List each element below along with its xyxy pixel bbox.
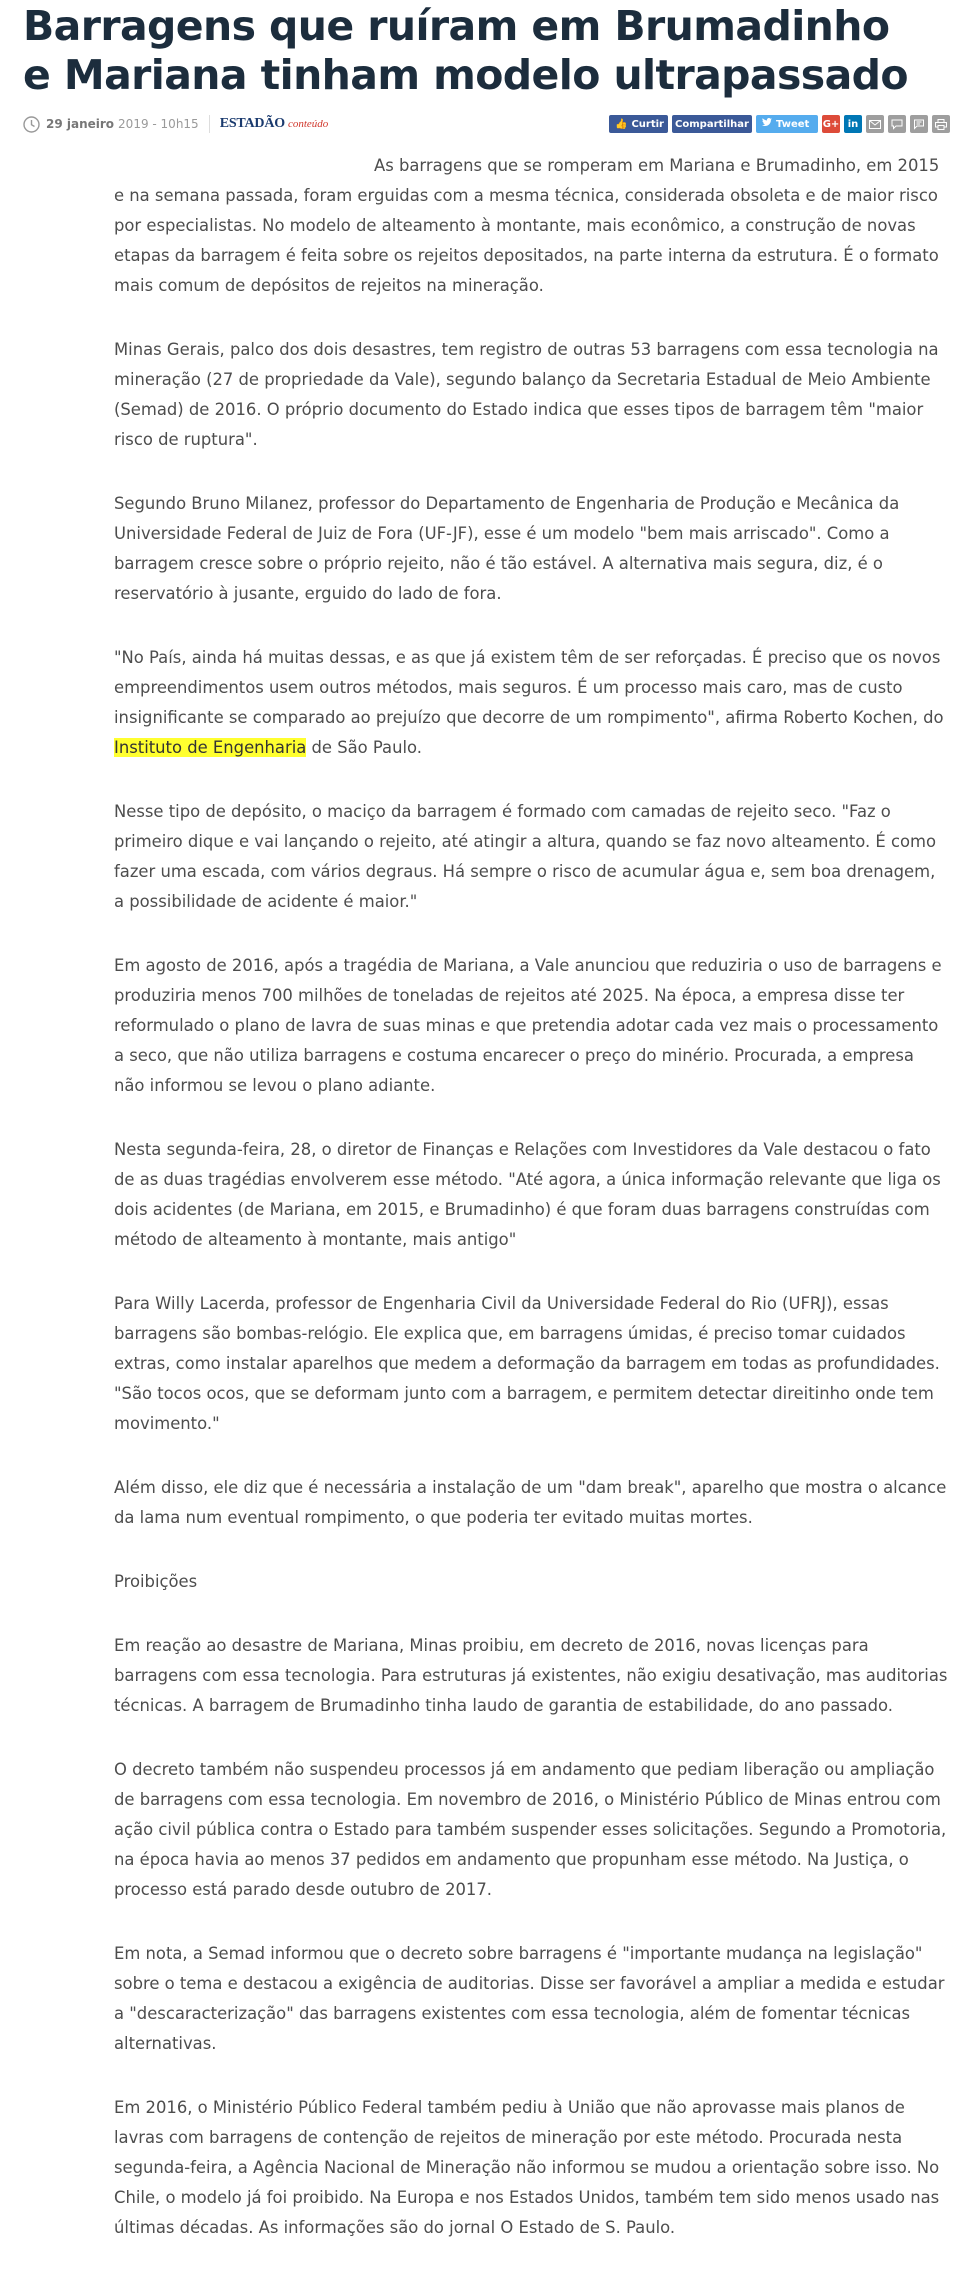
article-paragraph: Nesse tipo de depósito, o maciço da barragem é formado com camadas de rejeito seco. "Faz o primeiro dique e vai lançando o rejeito, até atingir a altura, quando se faz novo alteamento. É como fazer uma escada, com vários degraus. Há sempre o risco de acumular água e, sem boa drenagem, a possibilidade de acidente é maior." [114, 802, 937, 911]
highlighted-text[interactable]: Instituto de Engenharia [114, 738, 307, 757]
chat-icon[interactable] [910, 115, 928, 133]
article-subheading: Proibições [114, 1572, 198, 1591]
brand-logo[interactable]: ESTADÃO [219, 116, 285, 131]
twitter-bird-icon [762, 118, 772, 130]
thumbs-up-icon: 👍 [615, 118, 628, 130]
article-paragraph: Nesta segunda-feira, 28, o diretor de Finanças e Relações com Investidores da Vale destacou o fato de as duas tragédias envolverem esse método. "Até agora, a única informação relevante que liga os dois acidentes (de Mariana, em 2015, e Brumadinho) é que foram duas barragens construídas com método de alteamento à montante, mais antigo" [114, 1140, 941, 1249]
facebook-share-button[interactable]: Compartilhar [672, 115, 752, 133]
article-paragraph: Em 2016, o Ministério Público Federal também pediu à União que não aprovasse mais planos de lavras com barragens de contenção de rejeitos de mineração por este método. Procurada nesta segunda-feira, a Agência Nacional de Mineração não informou se mudou a orientação sobre isso. No Chile, o modelo já foi proibido. Na Europa e nos Estados Unidos, também tem sido menos usado nas últimas décadas. As informações são do jornal O Estado de S. Paulo. [114, 2098, 940, 2237]
publish-date: 29 janeiro [46, 117, 115, 131]
email-icon[interactable] [866, 115, 884, 133]
article-paragraph: Em reação ao desastre de Mariana, Minas proibiu, em decreto de 2016, novas licenças para barragens com essa tecnologia. Para estruturas já existentes, não exigiu desativação, mas auditorias técnicas. A barragem de Brumadinho tinha laudo de garantia de estabilidade, do ano passado. [114, 1636, 948, 1715]
article-paragraph: Além disso, ele diz que é necessária a instalação de um "dam break", aparelho que mostra o alcance da lama num eventual rompimento, o que poderia ter evitado muitas mortes. [114, 1478, 947, 1527]
article-paragraph: O decreto também não suspendeu processos já em andamento que pediam liberação ou ampliação de barragens com essa tecnologia. Em novembro de 2016, o Ministério Público de Minas entrou com ação civil pública contra o Estado para também suspender esses solicitações. Segundo a Promotoria, na época havia ao menos 37 pedidos em andamento que propunham esse método. Na Justiça, o processo está parado desde outubro de 2017. [114, 1760, 947, 1899]
print-icon[interactable] [932, 115, 950, 133]
meta-divider [209, 115, 210, 133]
clock-icon [23, 116, 40, 133]
article-paragraph: "No País, ainda há muitas dessas, e as que já existem têm de ser reforçadas. É preciso que os novos empreendimentos usem outros métodos, mais seguros. É um processo mais caro, mas de custo insignificante se comparado ao prejuízo que decorre de um rompimento", afirma Roberto Kochen, do Instituto de Engenharia de São Paulo. [114, 648, 944, 757]
facebook-like-button[interactable]: 👍 Curtir [609, 115, 668, 133]
publish-time: 2019 - 10h15 [118, 117, 199, 131]
article-paragraph: Em agosto de 2016, após a tragédia de Mariana, a Vale anunciou que reduziria o uso de barragens e produziria menos 700 milhões de toneladas de rejeitos até 2025. Na época, a empresa disse ter reformulado o plano de lavra de suas minas e que pretendia adotar cada vez mais o processamento a seco, que não utiliza barragens e costuma encarecer o preço do minério. Procurada, a empresa não informou se levou o plano adiante. [114, 956, 942, 1095]
linkedin-button[interactable]: in [844, 115, 862, 133]
article-paragraph: Em nota, a Semad informou que o decreto sobre barragens é "importante mudança na legislação" sobre o tema e destacou a exigência de auditorias. Disse ser favorável a ampliar a medida e estudar a "descaracterização" das barragens existentes com essa tecnologia, além de fomentar técnicas alternativas. [114, 1944, 945, 2053]
google-plus-button[interactable]: G+ [822, 115, 840, 133]
comment-icon[interactable] [888, 115, 906, 133]
headline-line-1: Barragens que ruíram em Brumadinho [23, 2, 890, 50]
tweet-button[interactable]: Tweet [756, 115, 818, 133]
headline-line-2: e Mariana tinham modelo ultrapassado [23, 51, 908, 99]
article-body [114, 151, 948, 2277]
headline [23, 2, 963, 100]
article-paragraph: Para Willy Lacerda, professor de Engenharia Civil da Universidade Federal do Rio (UFRJ), essas barragens são bombas-relógio. Ele explica que, em barragens úmidas, é preciso tomar cuidados extras, como instalar aparelhos que medem a deformação da barragem em todas as profundidades. "São tocos ocos, que se deformam junto com a barragem, e permitem detectar direitinho onde tem movimento." [114, 1294, 940, 1433]
article-meta [23, 112, 950, 136]
article-paragraph: As barragens que se romperam em Mariana e Brumadinho, em 2015 e na semana passada, foram erguidas com a mesma técnica, considerada obsoleta e de maior risco por especialistas. No modelo de alteamento à montante, mais econômico, a construção de novas etapas da barragem é feita sobre os rejeitos depositados, na parte interna da estrutura. É o formato mais comum de depósitos de rejeitos na mineração. [114, 156, 940, 295]
share-bar [609, 115, 950, 133]
article-paragraph: Segundo Bruno Milanez, professor do Departamento de Engenharia de Produção e Mecânica da Universidade Federal de Juiz de Fora (UF-JF), esse é um modelo "bem mais arriscado". Como a barragem cresce sobre o próprio rejeito, não é tão estável. A alternativa mais segura, diz, é o reservatório à jusante, erguido do lado de fora. [114, 494, 900, 603]
article-paragraph: Minas Gerais, palco dos dois desastres, tem registro de outras 53 barragens com essa tecnologia na mineração (27 de propriedade da Vale), segundo balanço da Secretaria Estadual de Meio Ambiente (Semad) de 2016. O próprio documento do Estado indica que esses tipos de barragem têm "maior risco de ruptura". [114, 340, 939, 449]
brand-logo-sub: conteúdo [287, 118, 329, 130]
